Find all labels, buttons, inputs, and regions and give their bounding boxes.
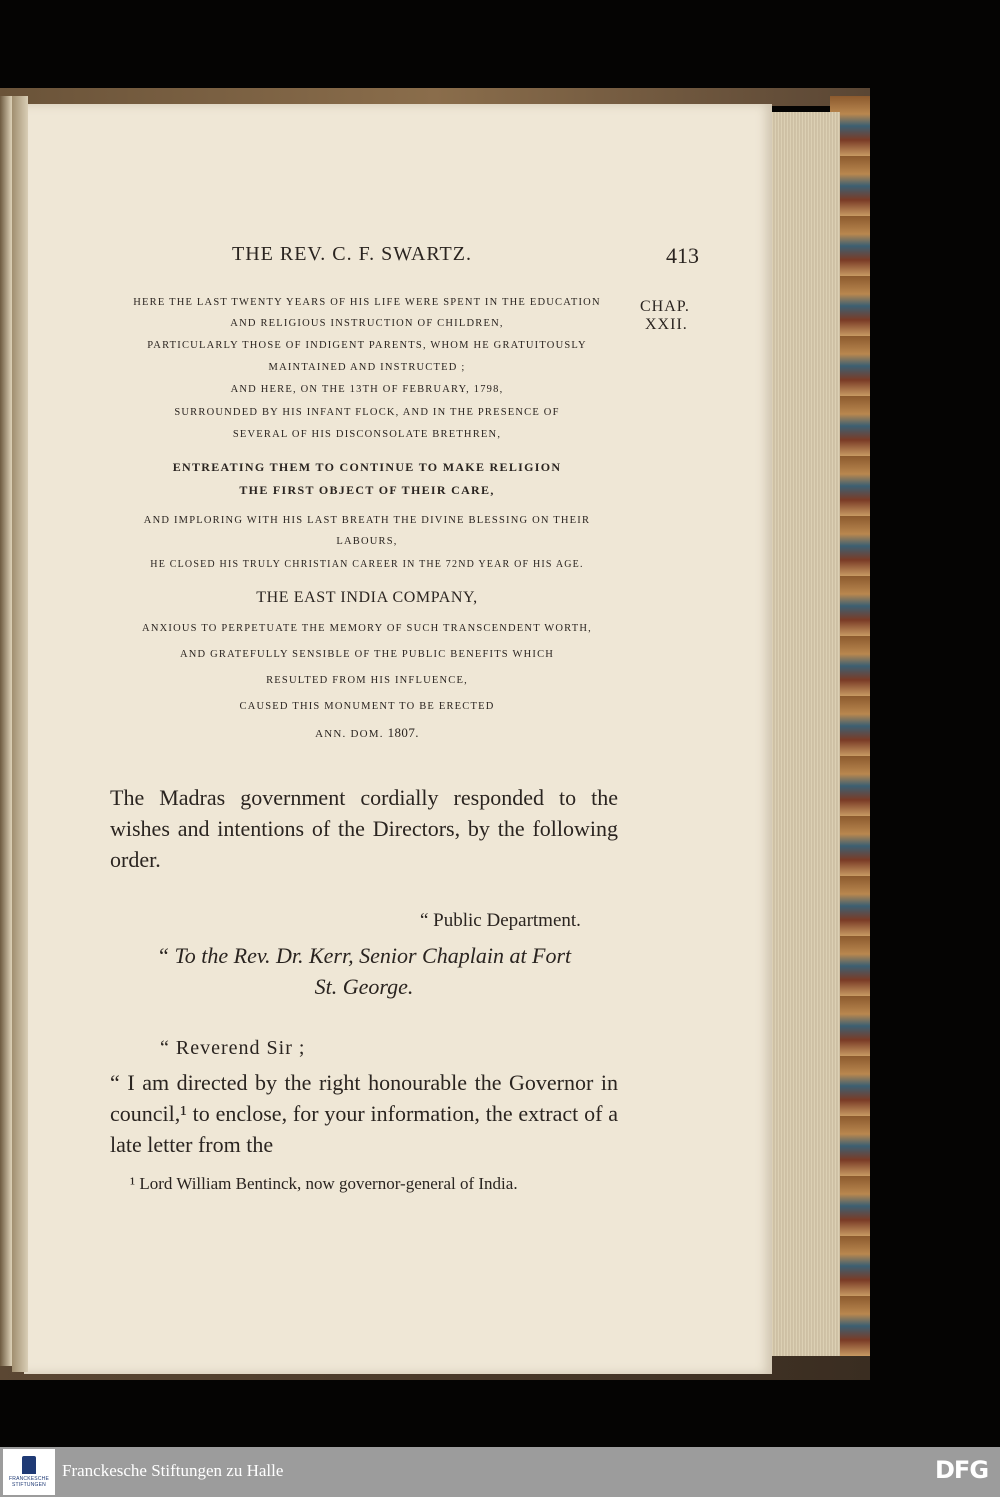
- chapter-number: XXII.: [645, 316, 688, 333]
- page-number: 413: [666, 243, 699, 268]
- letter-address-line: “ To the Rev. Dr. Kerr, Senior Chaplain at Fort: [156, 943, 572, 968]
- inscription-line: AND HERE, ON THE 13TH OF FEBRUARY, 1798,: [230, 384, 504, 395]
- dfg-logo[interactable]: DFG: [935, 1456, 989, 1484]
- running-head: THE REV. C. F. SWARTZ.: [232, 243, 472, 265]
- inscription-line: THE FIRST OBJECT OF THEIR CARE,: [239, 483, 495, 497]
- logo-text: FRANCKESCHE STIFTUNGEN: [9, 1476, 49, 1488]
- letter-address-line: St. George.: [314, 974, 414, 999]
- footer-title[interactable]: Franckesche Stiftungen zu Halle: [62, 1461, 284, 1480]
- letter-text: “ I am directed by the right honourable the Governor in council,¹ to enclose, for your information, the extract of a late letter from the: [110, 1070, 618, 1157]
- inscription-line: AND IMPLORING WITH HIS LAST BREATH THE DIVINE BLESSING ON THEIR: [143, 515, 591, 526]
- inscription-line: MAINTAINED AND INSTRUCTED ;: [268, 362, 466, 373]
- institution-logo[interactable]: [3, 1449, 55, 1495]
- letter-department: “ Public Department.: [420, 910, 581, 931]
- inscription-year: 1807.: [387, 725, 419, 740]
- inscription-line: PARTICULARLY THOSE OF INDIGENT PARENTS, WHOM HE GRATUITOUSLY: [147, 340, 587, 351]
- inscription-line: LABOURS,: [336, 536, 398, 547]
- inscription-company: THE EAST INDIA COMPANY,: [256, 589, 478, 606]
- page-block-edge: [762, 112, 840, 1374]
- inscription-line: AND GRATEFULLY SENSIBLE OF THE PUBLIC BENEFITS WHICH: [179, 649, 555, 660]
- inscription-year-prefix: ANN. DOM.: [315, 728, 384, 740]
- page-gutter: [12, 96, 28, 1372]
- inscription-line: HE CLOSED HIS TRULY CHRISTIAN CAREER IN THE 72ND YEAR OF HIS AGE.: [150, 559, 584, 570]
- inscription-line: SURROUNDED BY HIS INFANT FLOCK, AND IN THE PRESENCE OF: [174, 407, 560, 418]
- inscription-line: RESULTED FROM HIS INFLUENCE,: [266, 675, 468, 686]
- inscription-line: ANXIOUS TO PERPETUATE THE MEMORY OF SUCH TRANSCENDENT WORTH,: [142, 623, 592, 634]
- building-icon: [22, 1456, 36, 1474]
- inscription-line: HERE THE LAST TWENTY YEARS OF HIS LIFE WERE SPENT IN THE EDUCATION: [133, 297, 601, 308]
- inscription-line: AND RELIGIOUS INSTRUCTION OF CHILDREN,: [230, 318, 504, 329]
- inscription-line: SEVERAL OF HIS DISCONSOLATE BRETHREN,: [232, 429, 502, 440]
- body-paragraph: The Madras government cordially responded to the wishes and intentions of the Directors, by the following order.: [110, 785, 618, 872]
- inscription-line: ENTREATING THEM TO CONTINUE TO MAKE RELIGION: [172, 460, 562, 474]
- inscription-line: CAUSED THIS MONUMENT TO BE ERECTED: [239, 701, 495, 712]
- letter-salutation: “ Reverend Sir ;: [160, 1037, 306, 1059]
- footnote: ¹ Lord William Bentinck, now governor-general of India.: [130, 1174, 518, 1193]
- chapter-label: CHAP.: [640, 298, 690, 315]
- inscription-year-line: [110, 725, 624, 741]
